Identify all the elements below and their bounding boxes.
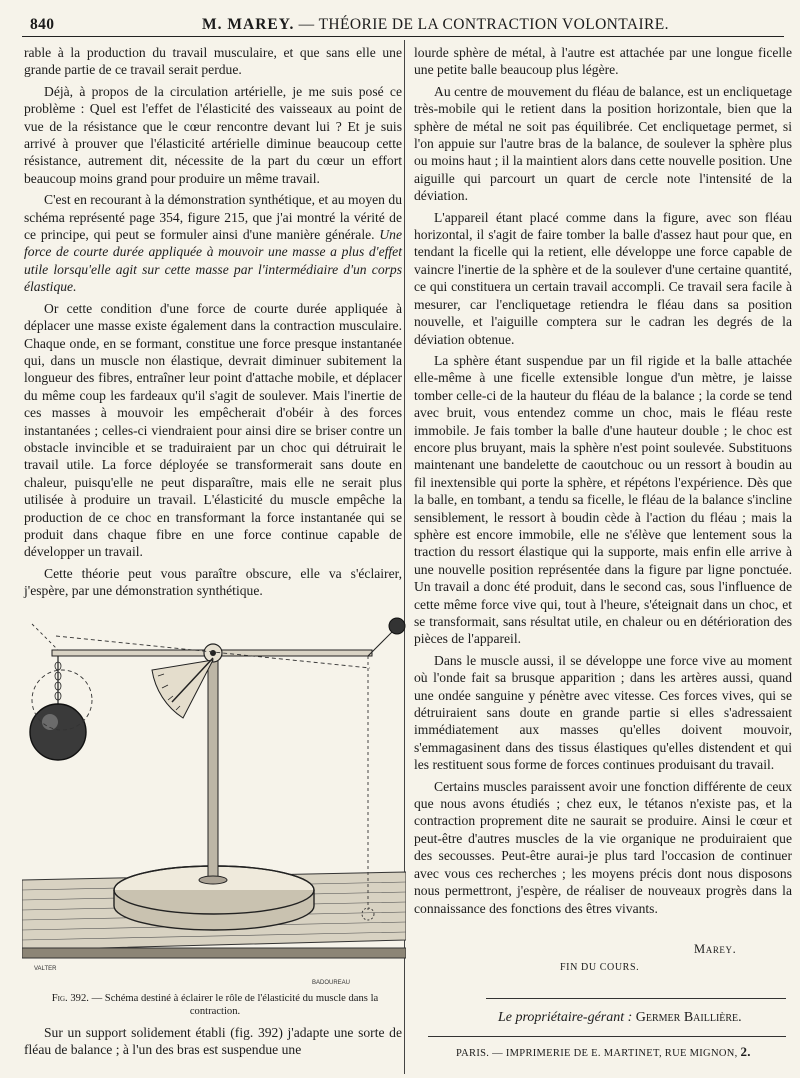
left-column <box>24 44 402 604</box>
page-number: 840 <box>30 16 55 33</box>
publisher-name: Germer Baillière. <box>635 1010 742 1025</box>
principle-italic: Une force de courte durée appliquée à mouvoir une masse a plus d'effet utile lorsqu'elle agit sur cette masse par l'intermédiaire d'un corps élastique. <box>24 227 402 295</box>
separator-rule <box>486 998 786 999</box>
paragraph: rable à la production du travail musculaire, et que sans elle une grande partie de ce travail serait perdue. <box>24 45 402 78</box>
left-column-bottom-paragraph: Sur un support solidement établi (fig. 392) j'adapte une sorte de fléau de balance ; à l'un des bras est suspendue une <box>24 1025 402 1058</box>
separator-rule <box>428 1036 786 1037</box>
imprint-text: PARIS. — IMPRIMERIE DE E. MARTINET, RUE MIGNON, <box>456 1048 738 1059</box>
paragraph: Cette théorie peut vous paraître obscure, elle va s'éclairer, j'espère, par une démonstration synthétique. <box>24 565 402 599</box>
running-title-text: — THÉORIE DE LA CONTRACTION VOLONTAIRE. <box>298 16 669 33</box>
paragraph: Dans le muscle aussi, il se développe une force vive au moment où l'onde fait sa brusque apparition ; dans les artères aussi, quand une ondée sanguine y pénètre avec vitesse. Ces forces vives, qui se détruiraient sans doute en grande partie si elles s'adressaient immédiatement aux masses qu'elles doivent mouvoir, s'emmagasinent dans des tissus élastiques qu'elles distendent et qui les restituent sous forme de forces continues produisant du travail. <box>414 652 792 773</box>
running-title <box>202 16 669 34</box>
right-column <box>414 44 792 921</box>
figure-caption <box>30 992 400 1018</box>
author-signature: Marey. <box>694 942 737 956</box>
imprint-number: 2. <box>740 1044 751 1059</box>
figure-label: Fig. 392. <box>51 993 89 1004</box>
paragraph-text: C'est en recourant à la démonstration synthétique, et au moyen du schéma représenté page 354, figure 215, que j'ai montré la vérité de ce principe, qui peut se formuler ainsi d'une manière générale. <box>24 192 402 243</box>
publisher-label: Le propriétaire-gérant : <box>498 1010 633 1025</box>
paragraph: Déjà, à propos de la circulation artérielle, je me suis posé ce problème : Quel est l'effet de l'élasticité des vaisseaux au point de vue de la résistance que le cœur rencontre devant lui ? Et je suis arrivé à prouver que l'élasticité artérielle diminue beaucoup cette résistance, autrement dit, nécessite de la part du cœur un effort beaucoup moins grand pour produire un même travail. <box>24 83 402 186</box>
end-of-course: FIN DU COURS. <box>560 962 640 973</box>
figure-caption-text: — Schéma destiné à éclairer le rôle de l'élasticité du muscle dans la contraction. <box>91 993 379 1017</box>
printer-imprint <box>456 1044 751 1060</box>
paragraph <box>24 191 402 295</box>
paragraph: lourde sphère de métal, à l'autre est attachée par une longue ficelle une petite balle beaucoup plus légère. <box>414 45 792 78</box>
page-header <box>22 10 784 37</box>
paragraph: Au centre de mouvement du fléau de balance, est un encliquetage très-mobile qui le retient dans la position horizontale, bien que la sphère de métal ne soit pas équilibrée. Cet encliquetage permet, si l'on appuie sur l'autre bras de la balance, de soulever la sphère plus ou moins haut ; il la maintient alors dans cette nouvelle position. Une aiguille qui parcourt un quart de cercle note l'intensité de la déviation. <box>414 83 792 204</box>
paragraph: Certains muscles paraissent avoir une fonction différente de ceux que nous avons étudiés ; chez eux, le tétanos n'existe pas, et la contraction proprement dite ne saurait se produire. Ainsi le cœur et peut-être d'autres muscles de la vie organique ne produiraient que des secousses. Peut-être aurai-je plus tard l'occasion de continuer avec vous ces recherches ; les moyens précis dont nous disposons nous permettront, j'espère, de réaliser de nouveaux progrès dans la connaissance des fonctions des êtres vivants. <box>414 778 792 916</box>
paragraph: Or cette condition d'une force de courte durée appliquée à déplacer une masse existe également dans la contraction musculaire. Chaque onde, en se formant, constitue une force presque instantanée qui, dans un muscle non élastique, devrait diminuer subitement la longueur des fibres, entraîner leur point d'attache mobile, et déplacer du même coup les fardeaux qu'il s'agit de soulever. Mais l'inertie de ces masses à mouvoir les empêcherait d'obéir à des forces instantanées ; celles-ci viendraient pour ainsi dire se briser contre un obstacle invincible et se traduiraient par un choc qui détruirait le travail utile. La force déployée se transformerait sans doute en chaleur, puisqu'elle ne peut disparaître, mais elle ne serait plus utilisée à produire un travail. L'élasticité du muscle empêche la production de ce choc en transformant la force instantanée qui se produit dans chaque fibre en une force continue capable de développer un travail. <box>24 300 402 560</box>
engraver-left: VALTER <box>34 966 57 972</box>
paragraph: La sphère étant suspendue par un fil rigide et la balle attachée elle-même à une ficelle extensible longue d'un mètre, je laisse tomber celle-ci de la hauteur du fléau de la balance ; la corde se tend avec bruit, vous entendez comme un choc, mais le fléau reste immobile. Je fais tomber la balle d'une hauteur double ; le choc est encore plus bruyant, mais la sphère n'est point soulevée. Substituons maintenant une bandelette de caoutchouc ou un ressort à boudin au fil inextensible qui porte la sphère, et répétons l'expérience. Dès que la balle, en tombant, a tendu sa ficelle, le fléau de la balance s'incline sensiblement, le ressort à boudin cède à l'action du fléau ; mais la sphère est encore immobile, elle ne s'élève que lentement sous la traction du ressort élastique qui la supporte, mais enfin elle arrive à une nouvelle position représentée dans la figure par ligne ponctuée. Un travail a donc été produit, dans le second cas, sous l'influence de cette même force vive qui, tout à l'heure, s'éteignait dans un choc, et se transformait, sans résultat utile, en chaleur ou en détérioration des pièces de l'appareil. <box>414 352 792 647</box>
engraver-right: BADOUREAU <box>312 980 351 986</box>
running-title-author: M. MAREY. <box>202 16 295 33</box>
paragraph: L'appareil étant placé comme dans la figure, avec son fléau horizontal, il s'agit de faire tomber la balle d'assez haut pour que, en tendant la ficelle qui la retient, elle développe une force capable de vaincre l'inertie de la sphère et de la soulever d'une certaine quantité, ce qui constituera un certain travail accompli. Ce travail sera facile à mesurer, car l'encliquetage retiendra le fléau dans sa position nouvelle, et l'aiguille comptera sur le cadran les degrés de la déviation obtenue. <box>414 209 792 347</box>
publisher-line <box>498 1010 742 1026</box>
figure-392-illustration <box>22 610 406 990</box>
